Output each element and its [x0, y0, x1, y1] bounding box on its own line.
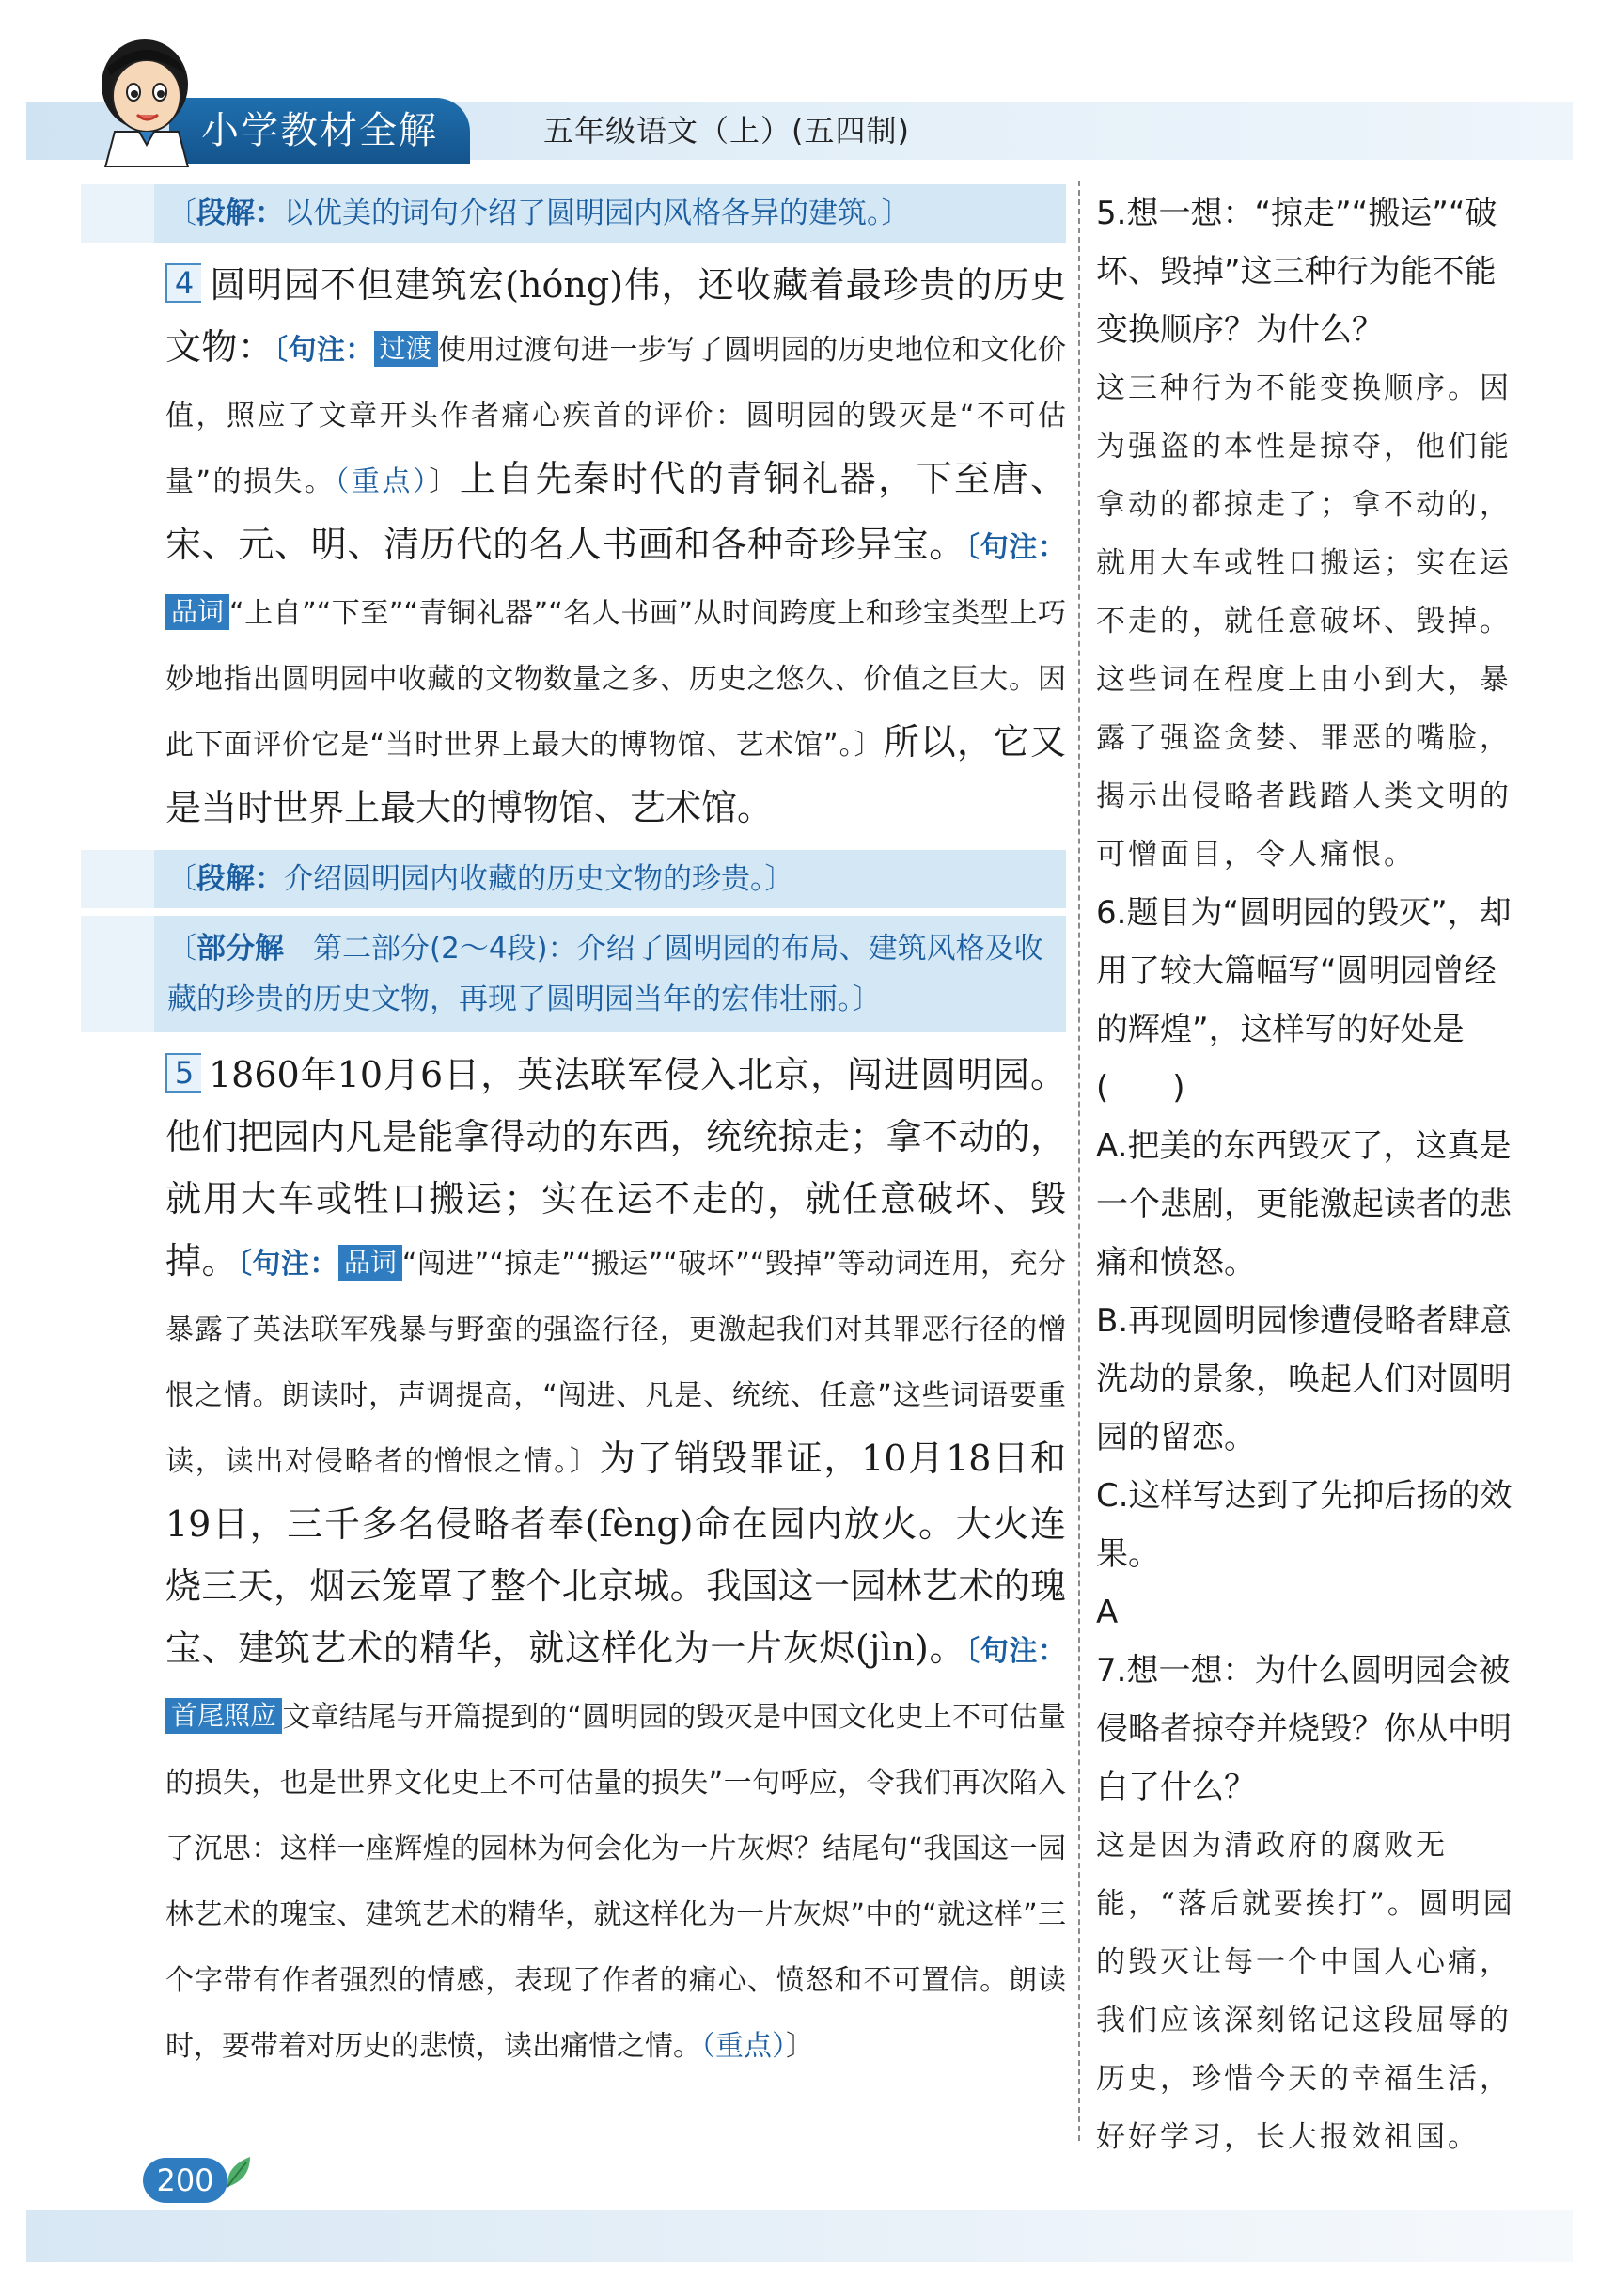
paragraph-number: 5	[165, 1053, 201, 1093]
paragraph-text: 上自先秦时代的青铜礼器，下至唐、宋、元、明、清历代的名人书画和各种奇珍异宝。	[165, 458, 1067, 565]
paragraph-4	[165, 254, 1066, 839]
paragraph-5	[165, 1044, 1066, 2078]
footer-band	[26, 2210, 1573, 2262]
note-tag: 首尾照应	[165, 1698, 282, 1734]
leaf-icon	[222, 2153, 256, 2191]
answer-6: A	[1096, 1594, 1119, 1631]
paragraph-number: 4	[165, 263, 201, 303]
answer-5: 这三种行为不能变换顺序。因为强盗的本性是掠夺，他们能拿动的都掠走了；拿不动的，就用大车或牲口搬运；实在运不走的，就任意破坏、毁掉。这些词在程度上由小到大，暴露了强盗贪婪、罪恶的嘴脸，揭示出侵略者践踏人类文明的可憎面目，令人痛恨。	[1096, 371, 1512, 872]
paragraph-summary-2: 〔段解：介绍圆明园内收藏的历史文物的珍贵。〕	[81, 850, 1066, 908]
summary-text: 介绍圆明园内收藏的历史文物的珍贵。	[284, 862, 765, 896]
summary-text: 以优美的词句介绍了圆明园内风格各异的建筑。	[284, 197, 882, 230]
option-c: C.这样写达到了先抑后扬的效果。	[1096, 1477, 1513, 1573]
note-tag: 品词	[338, 1245, 402, 1281]
page-number: 200	[143, 2158, 227, 2203]
sentence-note: 〔句注： 品词 “闯进”“掠走”“搬运”“破坏”“毁掉”等动词连用，充分暴露了英法联军残暴与野蛮的强盗行径，更激起我们对其罪恶行径的憎恨之情。朗读时，声调提高，“闯进、凡是、统统、任意”这些词语要重读，读出对侵略者的憎恨之情。〕	[165, 1247, 1066, 1478]
note-tag: 过渡	[374, 331, 438, 367]
question-6: 6.题目为“圆明园的毁灭”，却用了较大篇幅写“圆明园曾经的辉煌”，这样写的好处是( )	[1096, 894, 1512, 1107]
series-brand-tab: 小学教材全解	[169, 98, 470, 164]
summary-text: 第二部分(2～4段)：介绍了圆明园的布局、建筑风格及收藏的珍贵的历史文物，再现了圆明园当年的宏伟壮丽。	[167, 932, 1043, 1016]
sentence-note: 〔句注： 过渡 使用过渡句进一步写了圆明园的历史地位和文化价值，照应了文章开头作者痛心疾首的评价：圆明园的毁灭是“不可估量”的损失。（重点）〕	[165, 333, 1066, 498]
option-b: B.再现圆明园惨遭侵略者肆意洗劫的景象，唤起人们对圆明园的留恋。	[1096, 1302, 1513, 1456]
sentence-note: 〔句注：首尾照应 文章结尾与开篇提到的“圆明园的毁灭是中国文化史上不可估量的损失，也是世界文化史上不可估量的损失”一句呼应，令我们再次陷入了沉思：这样一座辉煌的园林为何会化为一片灰烬？结尾句“我国这一园林艺术的瑰宝、建筑艺术的精华，就这样化为一片灰烬”中的“就这样”三个字带有作者强烈的情感，表现了作者的痛心、愤怒和不可置信。朗读时，要带着对历史的悲愤，读出痛惜之情。（重点）〕	[165, 1635, 1067, 2063]
part-summary: 〔部分解 第二部分(2～4段)：介绍了圆明园的布局、建筑风格及收藏的珍贵的历史文物，再现了圆明园当年的宏伟壮丽。〕	[81, 916, 1066, 1032]
paragraph-text: 所以，它又是当时世界上最大的博物馆、艺术馆。	[165, 721, 1066, 828]
option-a: A.把美的东西毁灭了，这真是一个悲剧，更能激起读者的悲痛和愤怒。	[1096, 1127, 1512, 1282]
paragraph-text: 1860年10月6日，英法联军侵入北京，闯进圆明园。他们把园内凡是能拿得动的东西，统统掠走；拿不动的，就用大车或牲口搬运；实在运不走的，就任意破坏、毁掉。	[165, 1054, 1066, 1282]
summary-label: 部分解	[196, 932, 284, 966]
boy-mascot-icon	[86, 26, 209, 167]
sentence-note: 〔句注：品词 “上自”“下至”“青铜礼器”“名人书画”从时间跨度上和珍宝类型上巧妙地指出圆明园中收藏的文物数量之多、历史之悠久、价值之巨大。因此下面评价它是“当时世界上最大的博物馆、艺术馆”。〕	[165, 531, 1066, 762]
question-7: 7.想一想：为什么圆明园会被侵略者掠夺并烧毁？你从中明白了什么？	[1096, 1652, 1512, 1806]
paragraph-text: 圆明园不但建筑宏(hóng)伟，还收藏着最珍贵的历史文物：	[165, 264, 1066, 368]
paragraph-summary-1: 〔段解：以优美的词句介绍了圆明园内风格各异的建筑。〕	[81, 184, 1066, 243]
question-column	[1096, 184, 1517, 2166]
answer-7: 这是因为清政府的腐败无能，“落后就要挨打”。圆明园的毁灭让每一个中国人心痛，我们应该深刻铭记这段屈辱的历史，珍惜今天的幸福生活，好好学习，长大报效祖国。	[1096, 1829, 1515, 2154]
paragraph-text: 为了销毁罪证，10月18日和19日，三千多名侵略者奉(fèng)命在园内放火。大火连烧三天，烟云笼罩了整个北京城。我国这一园林艺术的瑰宝、建筑艺术的精华，就这样化为一片灰烬(jìn)。	[165, 1438, 1066, 1669]
book-title: 五年级语文（上）(五四制)	[543, 113, 910, 149]
note-tag: 品词	[165, 594, 229, 630]
main-text-column	[165, 184, 1066, 2078]
column-divider	[1078, 181, 1080, 2141]
question-5: 5.想一想：“掠走”“搬运”“破坏、毁掉”这三种行为能不能变换顺序？为什么？	[1096, 195, 1497, 349]
summary-label: 段解：	[196, 197, 284, 230]
summary-label: 段解：	[196, 862, 284, 896]
